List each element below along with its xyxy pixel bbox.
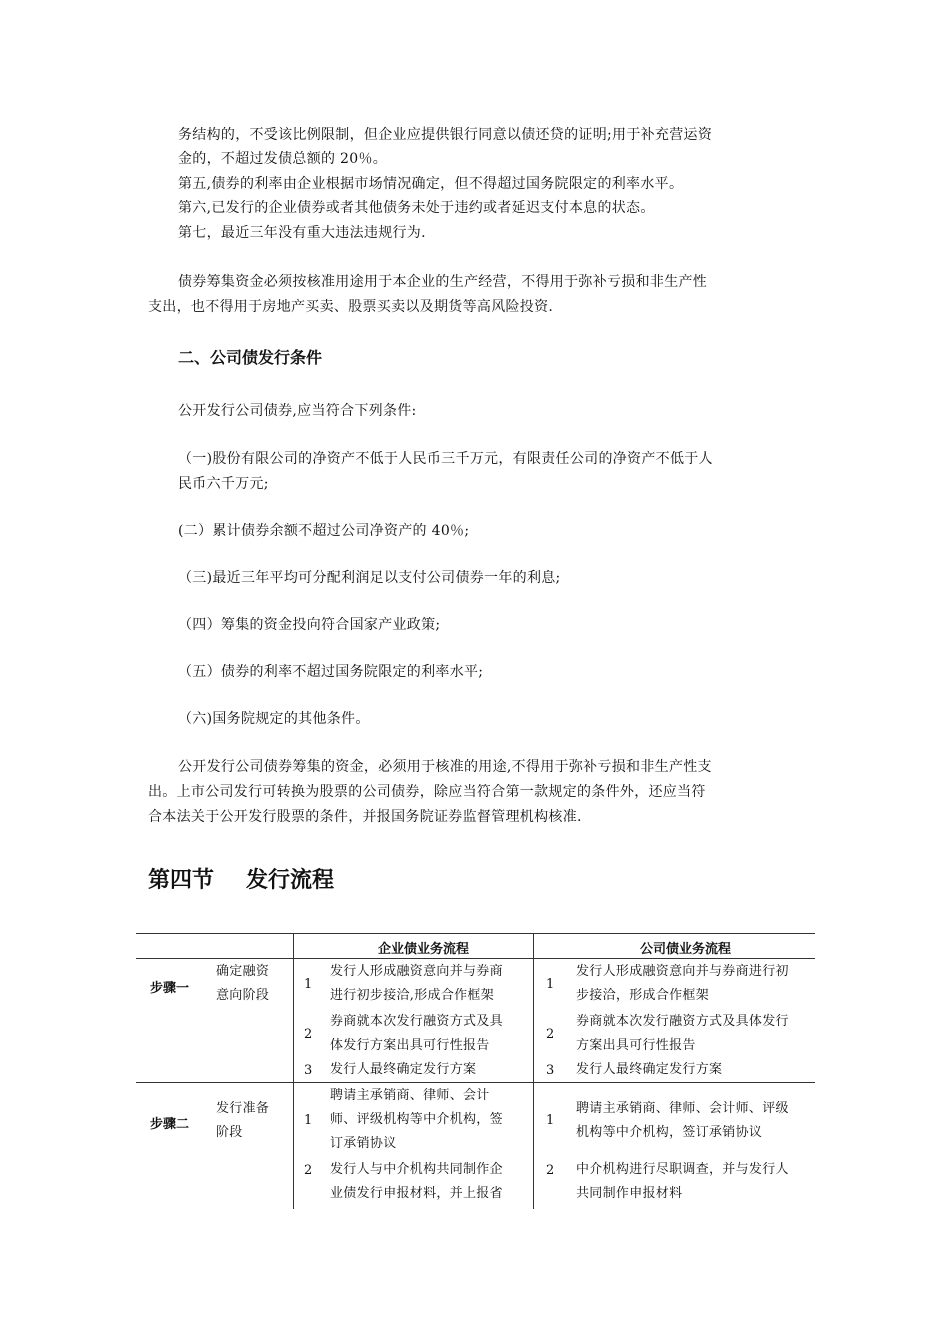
table-col-rule — [293, 933, 294, 1209]
item-number: 3 — [304, 1063, 313, 1078]
table-top-rule — [136, 933, 815, 934]
condition-line: (二）累计债券余额不超过公司净资产的 40％; — [178, 523, 470, 539]
item-text: 业债发行申报材料，并上报省 — [330, 1186, 503, 1201]
step-label: 步骤一 — [150, 981, 190, 996]
body-line: 出。上市公司发行可转换为股票的公司债券，除应当符合第一款规定的条件外，还应当符 — [148, 784, 706, 800]
item-text: 体发行方案出具可行性报告 — [330, 1038, 490, 1053]
body-line: 第七，最近三年没有重大违法违规行为. — [178, 225, 426, 241]
item-text: 共同制作申报材料 — [576, 1186, 683, 1201]
item-text: 步接洽，形成合作框架 — [576, 988, 710, 1003]
item-text: 券商就本次发行融资方式及具体发行 — [576, 1014, 789, 1029]
chapter-number: 第四节 — [148, 868, 215, 893]
condition-line: （四）筹集的资金投向符合国家产业政策; — [178, 617, 441, 633]
body-line: 支出，也不得用于房地产买卖、股票买卖以及期货等高风险投资. — [148, 299, 554, 315]
item-number: 1 — [546, 977, 555, 992]
item-text: 机构等中介机构，签订承销协议 — [576, 1125, 763, 1140]
item-number: 1 — [304, 1113, 313, 1128]
item-text: 中介机构进行尽职调查，并与发行人 — [576, 1162, 789, 1177]
item-number: 2 — [546, 1163, 555, 1178]
body-line: 金的，不超过发债总额的 20％。 — [178, 151, 388, 167]
condition-line: （三)最近三年平均可分配利润足以支付公司债券一年的利息; — [178, 570, 561, 586]
item-text: 进行初步接洽,形成合作框架 — [330, 988, 495, 1003]
header-enterprise-bond: 企业债业务流程 — [378, 942, 470, 957]
body-line: 债券筹集资金必须按核准用途用于本企业的生产经营，不得用于弥补亏损和非生产性 — [178, 274, 708, 290]
condition-line: （六)国务院规定的其他条件。 — [178, 711, 370, 727]
item-text: 订承销协议 — [330, 1136, 397, 1151]
stage-label: 发行准备 — [216, 1101, 270, 1116]
item-text: 聘请主承销商、律师、会计师、评级 — [576, 1101, 789, 1116]
item-text: 发行人形成融资意向并与券商进行初 — [576, 964, 789, 979]
item-number: 2 — [304, 1027, 313, 1042]
item-text: 方案出具可行性报告 — [576, 1038, 696, 1053]
chapter-heading — [148, 863, 334, 894]
body-line: 第五,债券的利率由企业根据市场情况确定，但不得超过国务院限定的利率水平。 — [178, 176, 684, 192]
item-number: 1 — [304, 977, 313, 992]
section-heading: 二、公司债发行条件 — [178, 348, 323, 367]
intro-line: 公开发行公司债券,应当符合下列条件: — [178, 403, 417, 419]
item-text: 聘请主承销商、律师、会计 — [330, 1088, 490, 1103]
body-line: 合本法关于公开发行股票的条件，并报国务院证券监督管理机构核准. — [148, 809, 582, 825]
item-text: 发行人最终确定发行方案 — [576, 1062, 723, 1077]
item-text: 发行人形成融资意向并与券商 — [330, 964, 503, 979]
item-number: 3 — [546, 1063, 555, 1078]
condition-line: 民币六千万元; — [178, 476, 269, 492]
stage-label: 阶段 — [216, 1125, 243, 1140]
item-text: 发行人最终确定发行方案 — [330, 1062, 477, 1077]
body-line: 第六,已发行的企业债券或者其他债务未处于违约或者延迟支付本息的状态。 — [178, 200, 655, 216]
chapter-title: 发行流程 — [246, 868, 335, 893]
item-text: 师、评级机构等中介机构，签 — [330, 1112, 503, 1127]
item-number: 2 — [546, 1027, 555, 1042]
item-text: 发行人与中介机构共同制作企 — [330, 1162, 503, 1177]
stage-label: 意向阶段 — [216, 988, 270, 1003]
table-col-rule — [533, 933, 534, 1209]
item-number: 2 — [304, 1163, 313, 1178]
condition-line: （五）债券的利率不超过国务院限定的利率水平; — [178, 664, 484, 680]
condition-line: （一)股份有限公司的净资产不低于人民币三千万元，有限责任公司的净资产不低于人 — [178, 451, 713, 467]
table-row-rule — [136, 1082, 815, 1083]
item-number: 1 — [546, 1113, 555, 1128]
stage-label: 确定融资 — [216, 964, 270, 979]
item-text: 券商就本次发行融资方式及具 — [330, 1014, 503, 1029]
body-line: 公开发行公司债券筹集的资金，必须用于核准的用途,不得用于弥补亏损和非生产性支 — [178, 759, 712, 775]
body-line: 务结构的，不受该比例限制，但企业应提供银行同意以债还贷的证明;用于补充营运资 — [178, 127, 713, 143]
header-corporate-bond: 公司债业务流程 — [640, 942, 732, 957]
table-header-rule — [136, 958, 815, 959]
step-label: 步骤二 — [150, 1117, 190, 1132]
